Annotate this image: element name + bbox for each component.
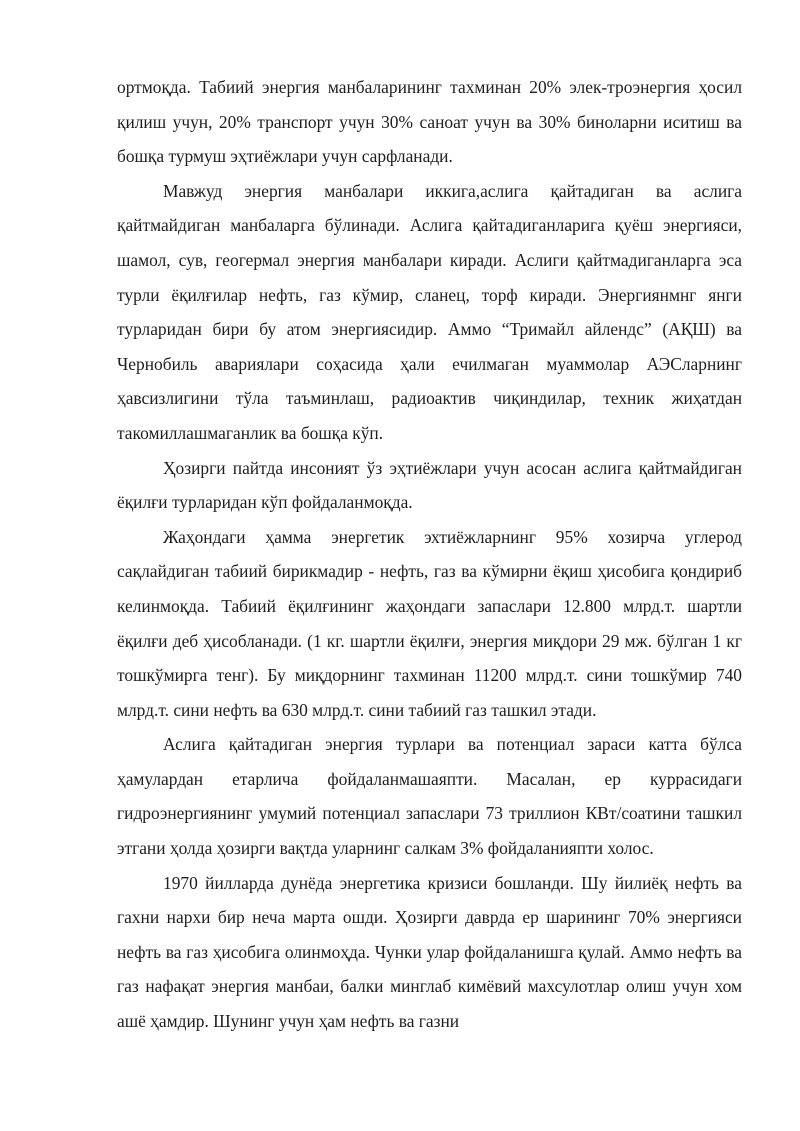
- document-body: [117, 70, 742, 1039]
- paragraph-3: Ҳозирги пайтда инсоният ўз эҳтиёжлари учун асосан аслига қайтмайдиган ёқилғи турларидан кўп фойдаланмоқда.: [117, 457, 742, 513]
- paragraph-5: Аслига қайтадиган энергия турлари ва потенциал зараси катта бўлса ҳамулардан етарлича фойдаланмашаяпти. Масалан, ер куррасидаги гидроэнергиянинг умумий потенциал запаслари 73 триллион КВт/соатини ташкил этгани ҳолда ҳозирги вақтда уларнинг салкам 3% фойдаланияпти холос.: [117, 734, 742, 859]
- paragraph-2: Мавжуд энергия манбалари иккига,аслига қайтадиган ва аслига қайтмайдиган манбаларга бўлинади. Аслига қайтадиганларига қуёш энергияси, шамол, сув, геогермал энергия манбалари киради. Аслиги қайтмадиганларга эса турли ёқилғилар нефть, газ кўмир, сланец, торф киради. Энергиянмнг янги турларидан бири бу атом энергиясидир. Аммо “Тримайл айлендс” (АҚШ) ва Чернобиль авариялари соҳасида ҳали ечилмаган муаммолар АЭСларнинг ҳавсизлигини тўла таъминлаш, радиоактив чиқиндилар, техник жиҳатдан такомиллашмаганлик ва бошқа кўп.: [117, 180, 742, 443]
- paragraph-1: ортмоқда. Табиий энергия манбаларининг тахминан 20% элек-троэнергия ҳосил қилиш учун, 20% транспорт учун 30% саноат учун ва 30% биноларни иситиш ва бошқа турмуш эҳтиёжлари учун сарфланади.: [117, 77, 742, 167]
- paragraph-6: 1970 йилларда дунёда энергетика кризиси бошланди. Шу йилиёқ нефть ва гахни нархи бир неча марта ошди. Ҳозирги даврда ер шарининг 70% энергияси нефть ва газ ҳисобига олинмоҳда. Чунки улар фойдаланишга қулай. Аммо нефть ва газ нафақат энергия манбаи, балки минглаб кимёвий махсулотлар олиш учун хом ашё ҳамдир. Шунинг учун ҳам нефть ва газни: [117, 872, 742, 1032]
- paragraph-4: Жаҳондаги ҳамма энергетик эхтиёжларнинг 95% хозирча углерод сақлайдиган табиий бирикмадир - нефть, газ ва кўмирни ёқиш ҳисобига қондириб келинмоқда. Табиий ёқилғининг жаҳондаги запаслари 12.800 млрд.т. шартли ёқилғи деб ҳисобланади. (1 кг. шартли ёқилғи, энергия миқдори 29 мж. бўлган 1 кг тошкўмирга тенг). Бу миқдорнинг тахминан 11200 млрд.т. сини тошкўмир 740 млрд.т. сини нефть ва 630 млрд.т. сини табиий газ ташкил этади.: [117, 526, 742, 720]
